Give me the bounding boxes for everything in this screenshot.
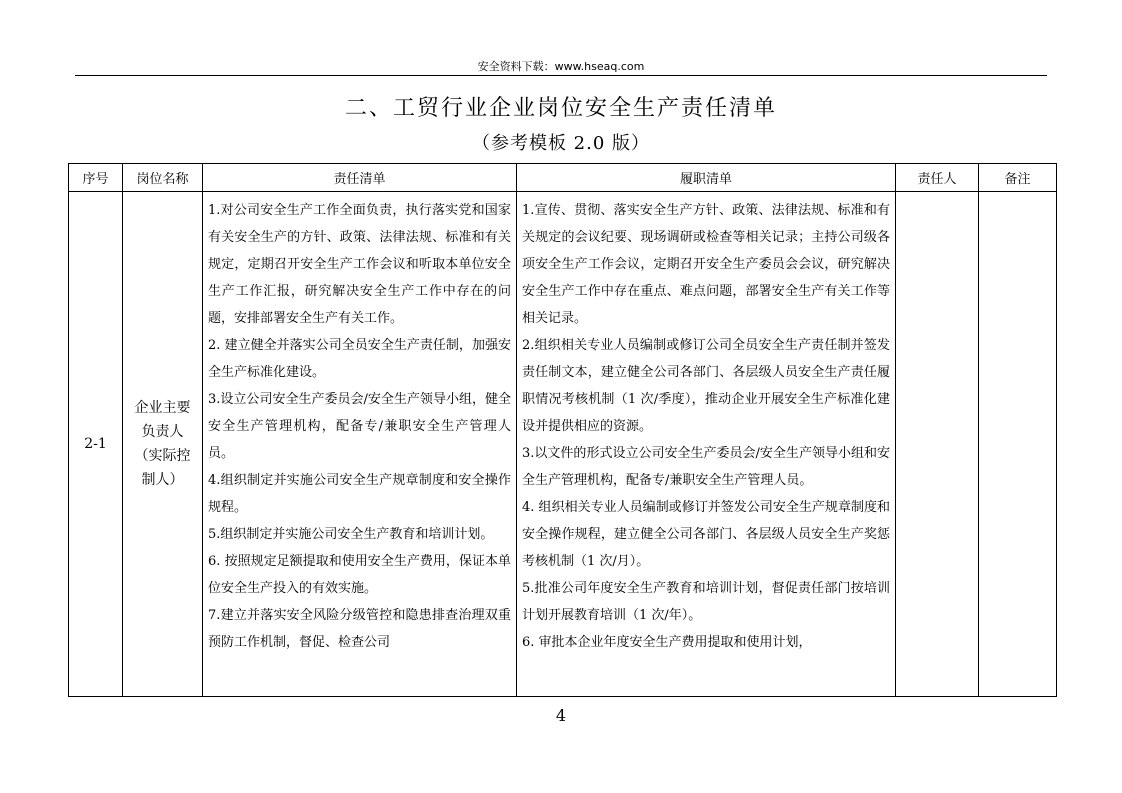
duties-list (517, 192, 895, 696)
page-number: 4 (555, 706, 567, 725)
table-header-row (69, 164, 1057, 192)
responsibility-item: 6. 按照规定足额提取和使用安全生产费用，保证本单位安全生产投入的有效实施。 (208, 554, 511, 596)
col-header-index: 序号 (69, 164, 123, 192)
responsibility-table (68, 163, 1057, 697)
row-position-cell (123, 192, 203, 697)
responsibilities-list (203, 192, 516, 696)
row-duties-cell (517, 192, 896, 697)
col-header-duties: 履职清单 (517, 164, 896, 192)
row-index: 2-1 (69, 192, 123, 697)
responsibility-item: 4.组织制定并实施公司安全生产规章制度和安全操作规程。 (208, 473, 511, 515)
doc-title: 二、工贸行业企业岗位安全生产责任清单 (344, 96, 777, 121)
row-remark (979, 192, 1057, 697)
responsibility-item: 7.建立并落实安全风险分级管控和隐患排查治理双重预防工作机制，督促、检查公司 (208, 608, 511, 650)
duty-item: 1.宣传、贯彻、落实安全生产方针、政策、法律法规、标准和有关规定的会议纪要、现场调研或检查等相关记录；主持公司级各项安全生产工作会议，定期召开安全生产委员会会议，研究解决安全生产工作中存在重点、难点问题，部署安全生产有关工作等相关记录。 (522, 203, 890, 326)
col-header-responsibilities: 责任清单 (203, 164, 517, 192)
row-person (896, 192, 979, 697)
row-position: 企业主要负责人（实际控制人） (134, 400, 191, 488)
header-site: 安全资料下载：www.hseaq.com (75, 59, 1047, 76)
col-header-remark: 备注 (979, 164, 1057, 192)
duty-item: 3.以文件的形式设立公司安全生产委员会/安全生产领导小组和安全生产管理机构，配备专/兼职安全生产管理人员。 (522, 446, 890, 488)
col-header-person: 责任人 (896, 164, 979, 192)
duty-item: 4. 组织相关专业人员编制或修订并签发公司安全生产规章制度和安全操作规程，建立健全公司各部门、各层级人员安全生产奖惩考核机制（1 次/月）。 (522, 500, 890, 569)
row-responsibilities-cell (203, 192, 517, 697)
doc-subtitle: （参考模板 2.0 版） (471, 133, 651, 154)
responsibility-item: 5.组织制定并实施公司安全生产教育和培训计划。 (208, 527, 494, 542)
responsibility-item: 1.对公司安全生产工作全面负责，执行落实党和国家有关安全生产的方针、政策、法律法规、标准和有关规定，定期召开安全生产工作会议和听取本单位安全生产工作汇报，研究解决安全生产工作中存在的问题，安排部署安全生产有关工作。 (208, 203, 511, 326)
col-header-position: 岗位名称 (123, 164, 203, 192)
duty-item: 6. 审批本企业年度安全生产费用提取和使用计划， (522, 635, 812, 650)
responsibility-item: 3.设立公司安全生产委员会/安全生产领导小组，健全安全生产管理机构，配备专/兼职安全生产管理人员。 (208, 392, 511, 461)
responsibility-item: 2. 建立健全并落实公司全员安全生产责任制，加强安全生产标准化建设。 (208, 338, 511, 380)
duty-item: 2.组织相关专业人员编制或修订公司全员安全生产责任制并签发责任制文本，建立健全公司各部门、各层级人员安全生产责任履职情况考核机制（1 次/季度），推动企业开展安全生产标准化建设并提供相应的资源。 (522, 338, 890, 434)
table-row (69, 192, 1057, 697)
duty-item: 5.批准公司年度安全生产教育和培训计划，督促责任部门按培训计划开展教育培训（1 次/年）。 (522, 581, 890, 623)
